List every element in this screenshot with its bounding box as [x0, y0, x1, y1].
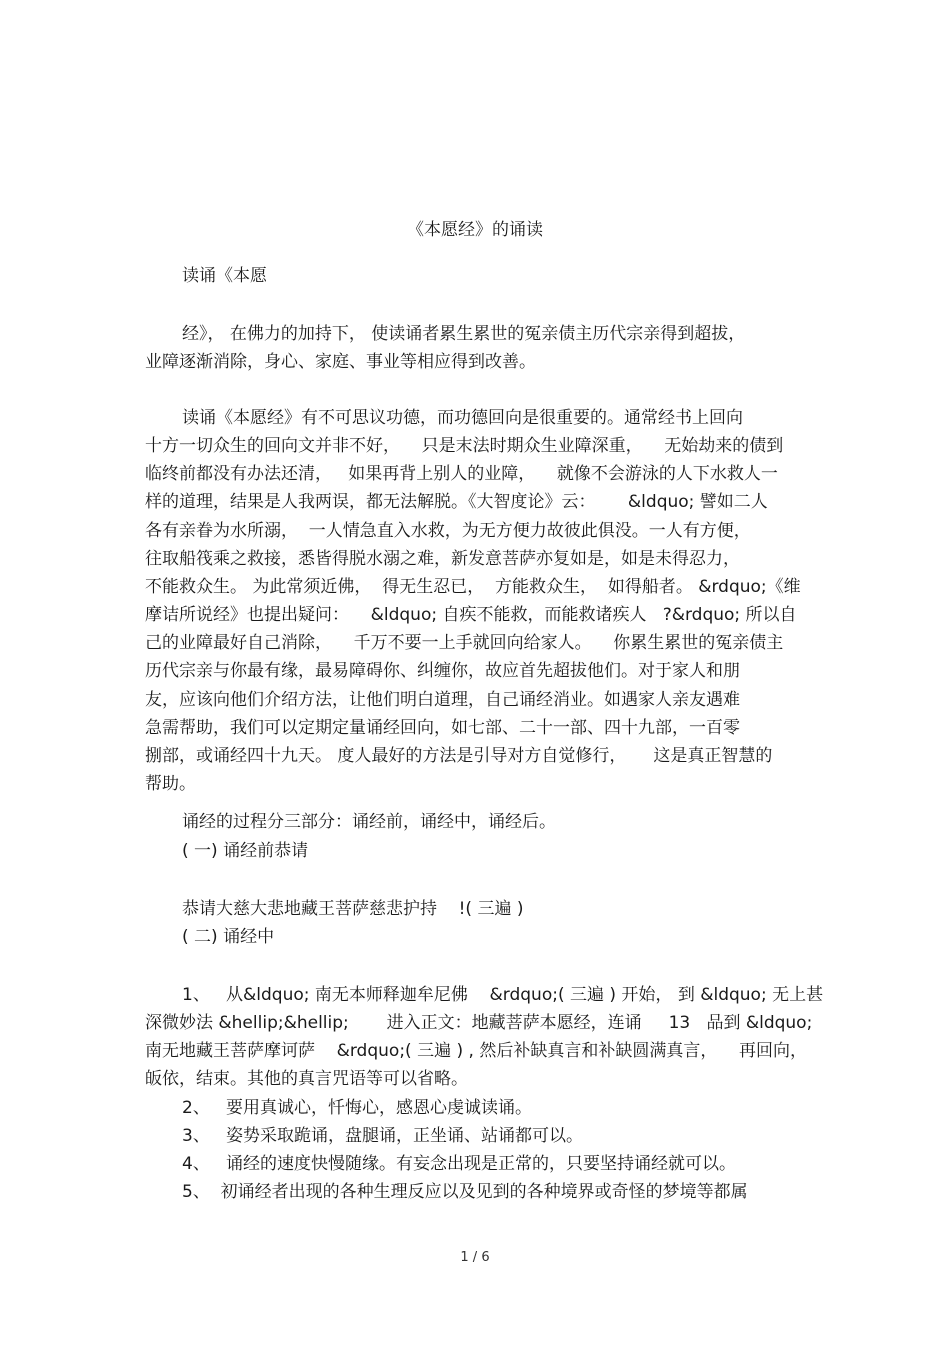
section-heading: ( 二) 诵经中 [182, 927, 275, 947]
paragraph-line: 诵经的过程分三部分：诵经前，诵经中，诵经后。 [182, 812, 556, 832]
paragraph-line: 临终前都没有办法还清， 如果再背上别人的业障， 就像不会游泳的人下水救人一 [145, 464, 778, 484]
list-item: 5、 初诵经者出现的各种生理反应以及见到的各种境界或奇怪的梦境等都属 [182, 1182, 748, 1202]
list-item: 1、 从&ldquo; 南无本师释迦牟尼佛 &rdquo;( 三遍 ) 开始， 到 &ldquo; 无上甚 [182, 985, 824, 1005]
paragraph-line: 恭请大慈大悲地藏王菩萨慈悲护持 !( 三遍 ) [182, 899, 524, 919]
paragraph-line: 不能救众生。 为此常须近佛， 得无生忍已， 方能救众生， 如得船者。 &rdquo;《维 [145, 577, 801, 597]
section-heading: ( 一) 诵经前恭请 [182, 841, 309, 861]
paragraph-line: 南无地藏王菩萨摩诃萨 &rdquo;( 三遍 ) , 然后补缺真言和补缺圆满真言， 再回向， [145, 1041, 807, 1061]
paragraph-line: 往取船筏乘之救接，悉皆得脱水溺之难，新发意菩萨亦复如是，如是未得忍力， [145, 549, 740, 569]
document-title: 《本愿经》的诵读 [407, 220, 543, 240]
paragraph-line: 己的业障最好自己消除， 千万不要一上手就回向给家人。 你累生累世的冤亲债主 [145, 633, 784, 653]
list-item: 3、 姿势采取跪诵，盘腿诵，正坐诵、站诵都可以。 [182, 1126, 584, 1146]
paragraph-line: 深微妙法 &hellip;&hellip; 进入正文：地藏菩萨本愿经，连诵 13 品到 &ldquo; [145, 1013, 813, 1033]
paragraph-line: 捌部，或诵经四十九天。 度人最好的方法是引导对方自觉修行， 这是真正智慧的 [145, 746, 773, 766]
paragraph-line: 十方一切众生的回向文并非不好， 只是末法时期众生业障深重， 无始劫来的债到 [145, 436, 784, 456]
paragraph-line: 各有亲眷为水所溺， 一人情急直入水救，为无方便力故彼此俱没。一人有方便， [145, 521, 751, 541]
paragraph-line: 经》， 在佛力的加持下， 使读诵者累生累世的冤亲债主历代宗亲得到超拔， [182, 324, 746, 344]
page-number: 1 / 6 [460, 1250, 490, 1265]
paragraph-line: 友，应该向他们介绍方法，让他们明白道理，自己诵经消业。如遇家人亲友遇难 [145, 690, 740, 710]
paragraph-line: 读诵《本愿经》有不可思议功德，而功德回向是很重要的。通常经书上回向 [182, 408, 743, 428]
paragraph-line: 急需帮助，我们可以定期定量诵经回向，如七部、二十一部、四十九部，一百零 [145, 718, 740, 738]
paragraph-line: 皈依，结束。其他的真言咒语等可以省略。 [145, 1069, 468, 1089]
paragraph-line: 读诵《本愿 [182, 266, 267, 286]
paragraph-line: 历代宗亲与你最有缘，最易障碍你、纠缠你，故应首先超拔他们。对于家人和朋 [145, 661, 740, 681]
paragraph-line: 业障逐渐消除，身心、家庭、事业等相应得到改善。 [145, 352, 536, 372]
paragraph-line: 摩诘所说经》也提出疑问： &ldquo; 自疾不能救，而能救诸疾人 ?&rdquo; 所以自 [145, 605, 797, 625]
paragraph-line: 帮助。 [145, 774, 196, 794]
paragraph-line: 样的道理，结果是人我两误，都无法解脱。《大智度论》云： &ldquo; 譬如二人 [145, 492, 768, 512]
list-item: 4、 诵经的速度快慢随缘。有妄念出现是正常的，只要坚持诵经就可以。 [182, 1154, 737, 1174]
list-item: 2、 要用真诚心，忏悔心，感恩心虔诚读诵。 [182, 1098, 533, 1118]
